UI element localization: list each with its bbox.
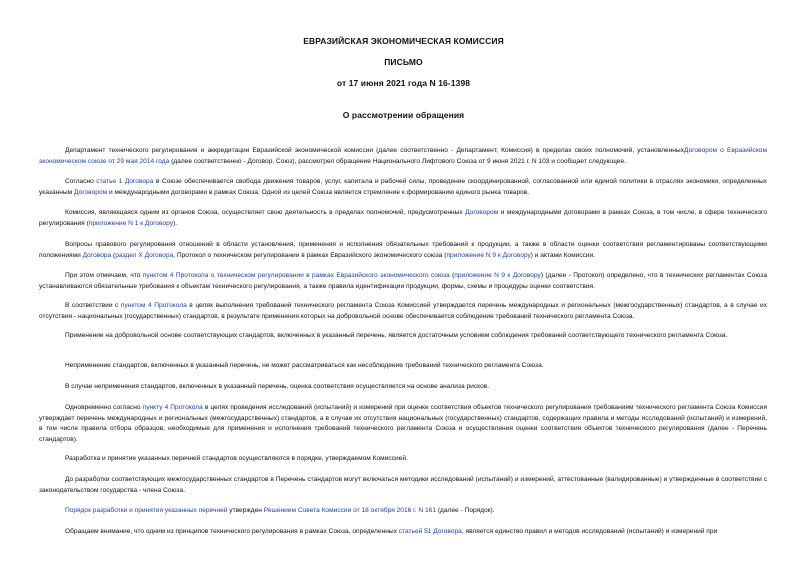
doc-link[interactable]: статье 1 Договора [96,178,154,185]
para-5 [39,271,767,292]
doc-link[interactable]: Договора [82,251,112,259]
doc-link[interactable]: приложение N 1 к Договору [88,219,174,227]
doc-link[interactable]: Решением Совета Комиссии от 18 октября 2016 г. N 161 [263,507,436,514]
doc-link[interactable]: статьей 51 Договора [398,528,462,535]
para-11 [39,454,767,465]
paragraph-text: и международными договорами в рамках Союза. Одной из целей Союза является стремление к формированию единого рынка товаров. [107,188,530,196]
para-3 [39,208,767,229]
paragraph-text: ) и актами Комиссии. [530,251,596,259]
paragraph-text: (далее соответственно - Договор, Союз), рассмотрел обращение Национального Лифтового Союза от 9 июня 2021 г. N 103 и сообщает следующее. [169,157,626,165]
para-9 [39,382,767,393]
paragraph-text: , Протокол о техническом регулировании в рамках Евразийского экономического союза ( [173,251,447,259]
doc-link[interactable]: Порядок разработки и принятия указанных перечней [65,507,228,514]
doc-link[interactable]: Договором о Евразийском экономическом союзе от 29 мая 2014 года [39,147,767,165]
paragraph-text: До разработки соответствующих межгосударственных стандартов в Перечень стандартов могут включаться методики исследований (испытаний) и измерений, аттестованные (валидированные) и утвержденные в соответствии с законодательством государства - члена Союза. [39,476,767,494]
paragraph-text: ( [111,251,116,259]
doc-link[interactable]: пункту 4 Протокола [142,404,203,411]
paragraph-text: в целях выполнения требований технического регламента Союза Комиссией утверждается перечень международных и региональных (межгосударственных) стандартов, а в случае их отсутствия - национальных (государственных) стандартов, в результате применения которых на добровольной основе обеспечивается соблюдение требований технического регламента Союза. [39,302,768,320]
para-1 [39,146,767,167]
doc-link[interactable]: приложение N 9 к Договору [454,272,541,279]
para-2 [39,177,767,198]
paragraph-text: ). [173,219,178,227]
paragraph-text: Разработка и принятие указанных перечней стандартов осуществляются в порядке, утверждаемом Комиссией. [65,455,408,462]
paragraph-text: ) (далее - Протокол) определено, что в технических регламентах Союза устанавливаются обязательные требования к объектам технического регулирования, а также правила идентификации продукции, формы, схемы и процедуры оценки соответствия. [39,272,767,290]
paragraph-text: Одновременно согласно [65,404,143,411]
paragraph-text: ( [449,272,455,279]
para-8 [39,361,767,372]
paragraph-text: Вопросы правового регулирования отношений в области установления, применения и исполнения обязательных требований к продукции, а также в области оценки соответствия регламентированы соответствующими положениями [39,241,767,259]
paragraph-text: Согласно [65,178,97,185]
paragraph-text: Комиссия, являющаяся одним из органов Союза, осуществляет свою деятельность в пределах полномочий, предусмотренных [65,209,466,216]
paragraph-text: в Союзе обеспечивается свобода движения товаров, услуг, капитала и рабочей силы, проведение скоординированной, согласованной или единой политики в отраслях экономики, определенных указанным [39,178,767,196]
doc-link[interactable]: Договором [465,209,499,216]
para-12 [39,475,767,496]
paragraph-text: Департамент технического регулирования и аккредитации Евразийской экономической комиссии (далее соответственно - Департамент, Комиссия) в пределах своих полномочий, установленных [65,147,684,154]
para-4 [39,240,767,261]
paragraph-text: утвержден [227,507,264,514]
para-14 [39,527,767,538]
paragraph-text: В соответствии с [65,302,121,309]
org-title: ЕВРАЗИЙСКАЯ ЭКОНОМИЧЕСКАЯ КОМИССИЯ [303,36,504,46]
doc-link[interactable]: Договором [74,188,108,196]
para-10 [39,403,767,445]
para-13 [39,506,767,517]
para-6 [39,301,767,322]
doc-link[interactable]: пунктом 4 Протокола [120,302,187,309]
doc-date: от 17 июня 2021 года N 16-1398 [336,78,471,88]
paragraph-text: (далее - Порядок). [436,507,495,514]
doc-subject: О рассмотрении обращения [342,110,465,120]
paragraph-text: Неприменение стандартов, включенных в указанный перечень, не может рассматриваться как несоблюдение требований технического регламента Союза. [65,362,544,369]
para-7 [39,331,767,342]
doc-link[interactable]: пунктом 4 Протокола о техническом регулировании в рамках Евразийского экономического союза [142,272,450,279]
paragraph-text: При этом отмечаем, что [65,272,143,279]
paragraph-text: Применение на добровольной основе соответствующих стандартов, включенных в указанный перечень, является достаточным условием соблюдения требований соответствующего технического регламента Союза. [65,332,728,339]
doc-link[interactable]: раздел X Договора [115,251,174,259]
paragraph-text: Обращаем внимание, что одним из принципов технического регулирования в рамках Союза, определенных [65,528,399,535]
paragraph-text: В случае неприменения стандартов, включенных в указанный перечень, оценка соответствия осуществляется на основе анализа рисков. [65,383,490,390]
paragraph-text: , является единство правил и методов исследований (испытаний) и измерений при [461,528,718,535]
paragraph-text: и международными договорами в рамках Союза, в том числе, в сфере технического регулирования ( [39,209,767,227]
paragraph-text: в целях проведения исследований (испытаний) и измерений при оценке соответствия объектов технического регулирования требованиям технического регламента Союза Комиссия утверждает перечень международных и региональных (межгосударственных) стандартов, а в случае их отсутствия национальных (государственных) стандартов, содержащих правила и методы исследований (испытаний) и измерений, в том числе правила отбора образцов, необходимые для применения и исполнения требований технического регламента Союза и осуществления оценки соответствия объектов технического регулирования (далее - Перечень стандартов). [39,404,767,443]
doc-type: ПИСЬМО [384,57,423,67]
doc-link[interactable]: приложение N 9 к Договору [446,251,531,259]
